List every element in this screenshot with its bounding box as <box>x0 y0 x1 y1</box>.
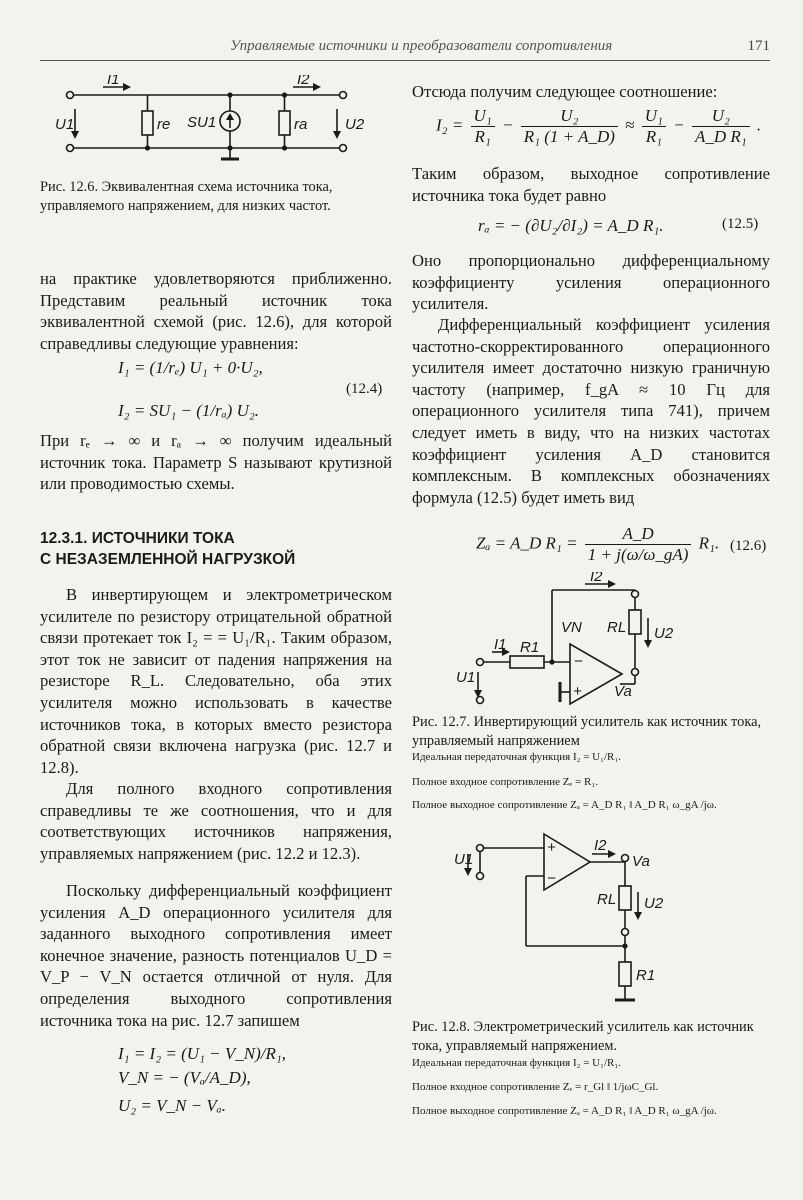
fraction <box>692 106 750 147</box>
running-header <box>40 38 770 61</box>
junction-dot <box>145 145 150 150</box>
label-I1: I1 <box>494 636 507 653</box>
label-I2: I2 <box>297 75 310 88</box>
arrow-icon <box>644 640 652 648</box>
resistor-R1 <box>619 962 631 986</box>
label-plus: + <box>573 683 582 700</box>
figure-12-6-circuit <box>55 75 385 170</box>
numerator: A_D <box>585 524 692 545</box>
right-paragraph-2: Таким образом, выходное сопротивление источника тока будет равно <box>412 164 770 205</box>
equation-12-5-number: (12.5) <box>722 216 759 232</box>
resistor-re <box>142 111 153 135</box>
figure-12-7-zin: Полное входное сопротивление Zₑ = R₁. <box>412 776 598 788</box>
fraction <box>521 106 618 147</box>
figure-12-7-circuit <box>440 572 700 712</box>
denominator: 1 + j(ω/ω_gA) <box>587 545 689 564</box>
equation-vn: V_N = − (Vₐ/A_D), <box>118 1068 251 1087</box>
fraction <box>471 106 495 147</box>
section-heading-line-1: 12.3.1. ИСТОЧНИКИ ТОКА <box>40 530 235 547</box>
label-U2: U2 <box>654 625 674 642</box>
denominator: R₁ (1 + A_D) <box>523 127 615 146</box>
terminal <box>67 145 74 152</box>
junction-dot <box>282 92 287 97</box>
right-paragraph-4: Дифференциальный коэффициент усиления частотно-скорректированного операционного усилителя имеет достаточно низкую граничную частоту (например, f_gA ≈ 10 Гц для операционного усилителя типа 741), причем следует иметь в виду, что на низких частотах коэффициент усиления A_D становится комплексным. В комплексных обозначениях формула (12.5) будет иметь вид <box>412 315 770 507</box>
resistor-RL <box>619 886 631 910</box>
equation-i2 <box>436 106 761 147</box>
junction-dot <box>227 145 232 150</box>
label-minus: − <box>547 870 556 887</box>
label-U2: U2 <box>644 895 664 912</box>
left-paragraph-1: на практике удовлетворяются приближенно. Представим реальный источник тока эквивалентной схемой (рис. 12.6), для которой справедливы следующие уравнения: <box>40 269 392 353</box>
label-I2: I2 <box>590 572 603 585</box>
resistor-ra <box>279 111 290 135</box>
numerator: U₁ <box>642 106 666 127</box>
equation-12-4-line-1: I₁ = (1/rₑ) U₁ + 0·U₂, <box>118 358 263 377</box>
label-RL: RL <box>597 891 617 908</box>
label-RL: RL <box>607 619 627 636</box>
equation-12-4-line-2: I₂ = SU₁ − (1/rₐ) U₂. <box>118 401 260 420</box>
junction-dot <box>622 943 627 948</box>
label-U1: U1 <box>55 116 75 133</box>
terminal <box>340 145 347 152</box>
label-Va: Va <box>632 853 650 870</box>
terminal <box>340 92 347 99</box>
eq-i2-lhs: I₂ = <box>436 115 464 135</box>
arrow-icon <box>464 868 472 876</box>
junction-dot <box>227 92 232 97</box>
resistor-RL <box>629 610 641 634</box>
equation-current: I₁ = I₂ = (U₁ − V_N)/R₁, <box>118 1044 287 1063</box>
label-U1: U1 <box>456 669 476 686</box>
left-paragraph-5: Поскольку дифференциальный коэффициент усиления A_D операционного усилителя для заданного выходного сопротивления имеет конечное значение, разность потенциалов U_D = V_P − V_N остается отличной от нуля. Для определения выходного сопротивления источника тока на рис. 12.7 запишем <box>40 881 392 1030</box>
label-U2: U2 <box>345 116 365 133</box>
label-U1: U1 <box>454 851 474 868</box>
arrow-icon <box>608 580 616 588</box>
label-minus: − <box>574 653 583 670</box>
terminal <box>622 855 629 862</box>
equation-12-6 <box>476 524 719 565</box>
arrow-icon <box>333 131 341 139</box>
label-I1: I1 <box>107 75 120 88</box>
label-plus: + <box>547 839 556 856</box>
arrow-icon <box>313 83 321 91</box>
equation-12-5: rₐ = − (∂U₂/∂I₂) = A_D R₁. <box>478 216 664 235</box>
figure-12-7-caption: Рис. 12.7. Инвертирующий усилитель как источник тока, управляемый напряжением <box>412 714 762 749</box>
terminal <box>622 929 629 936</box>
arrow-icon <box>123 83 131 91</box>
label-ra: ra <box>294 116 308 133</box>
equation-12-4-number: (12.4) <box>346 381 383 397</box>
arrow-icon <box>634 912 642 920</box>
label-SU1: SU1 <box>187 114 217 131</box>
figure-12-8-circuit <box>440 828 700 1008</box>
denominator: R₁ <box>474 127 491 146</box>
operator: − <box>673 115 685 135</box>
figure-12-8-zout: Полное выходное сопротивление Zₐ = A_D R₁ ‖ A_D R₁ ω_gA /jω. <box>412 1105 717 1117</box>
eq-12-6-lhs: Zₐ = A_D R₁ = <box>476 533 578 553</box>
junction-dot <box>549 659 554 664</box>
section-heading-line-2: С НЕЗАЗЕМЛЕННОЙ НАГРУЗКОЙ <box>40 551 296 568</box>
numerator: U₁ <box>471 106 495 127</box>
figure-12-8-caption: Рис. 12.8. Электрометрический усилитель как источник тока, управляемый напряжением. <box>412 1019 754 1054</box>
figure-12-7-ideal: Идеальная передаточная функция I₂ = U₁/R₁. <box>412 751 621 763</box>
period: . <box>756 115 762 135</box>
right-paragraph-3: Оно пропорционально дифференциальному коэффициенту усиления операционного усилителя. <box>412 251 770 314</box>
denominator: A_D R₁ <box>694 127 747 146</box>
terminal <box>477 697 484 704</box>
label-Va: Va <box>614 683 632 700</box>
terminal <box>632 591 639 598</box>
resistor-R1 <box>510 656 544 668</box>
operator: − <box>501 115 514 135</box>
page-number: 171 <box>747 38 770 54</box>
left-paragraph-2: При rₑ → ∞ и rₐ → ∞ получим идеальный источник тока. Параметр S называют крутизной или проводимостью схемы. <box>40 431 392 494</box>
denominator: R₁ <box>645 127 662 146</box>
figure-12-7-zout: Полное выходное сопротивление Zₐ = A_D R₁ ‖ A_D R₁ ω_gA /jω. <box>412 799 717 811</box>
equation-u2: U₂ = V_N − Vₐ. <box>118 1096 226 1115</box>
terminal <box>477 873 484 880</box>
label-VN: VN <box>561 619 582 636</box>
label-re: re <box>157 116 171 133</box>
label-I2: I2 <box>594 837 607 854</box>
section-heading <box>40 528 392 570</box>
figure-12-6-caption: Рис. 12.6. Эквивалентная схема источника тока, управляемого напряжением, для низких частот. <box>40 179 333 214</box>
terminal <box>477 659 484 666</box>
operator: ≈ <box>625 115 635 135</box>
left-paragraph-4: Для полного входного сопротивления справедливы те же соотношения, что и для соответствующих источников напряжения, управляемых напряжением (рис. 12.2 и 12.3). <box>40 779 392 863</box>
fraction <box>585 524 692 565</box>
terminal <box>67 92 74 99</box>
figure-12-8-ideal: Идеальная передаточная функция I₂ = U₁/R₁. <box>412 1057 621 1069</box>
fraction <box>642 106 666 147</box>
junction-dot <box>282 145 287 150</box>
arrow-icon <box>608 850 616 858</box>
label-R1: R1 <box>636 967 656 984</box>
terminal <box>632 669 639 676</box>
equation-12-6-number: (12.6) <box>730 538 767 554</box>
label-R1: R1 <box>520 639 540 656</box>
right-paragraph-1: Отсюда получим следующее соотношение: <box>412 82 718 101</box>
numerator: U₂ <box>692 106 750 127</box>
terminal <box>477 845 484 852</box>
numerator: U₂ <box>521 106 618 127</box>
eq-12-6-rhs: R₁. <box>698 533 720 553</box>
figure-12-8-zin: Полное входное сопротивление Zₑ = r_Gl ‖ 1/jωC_Gl. <box>412 1081 659 1093</box>
running-title: Управляемые источники и преобразователи сопротивления <box>230 38 613 54</box>
left-paragraph-3: В инвертирующем и электрометрическом усилителе по резистору отрицательной обратной связи протекает ток I₂ = = U₁/R₁. Таким образом, этот ток не зависит от падения напряжения на резисторе R_L. Следовательно, оба этих усилителя можно использовать в качестве источников тока, в которых вместо резистора обратной связи включена нагрузка (рис. 12.7 и 12.8). <box>40 585 392 777</box>
